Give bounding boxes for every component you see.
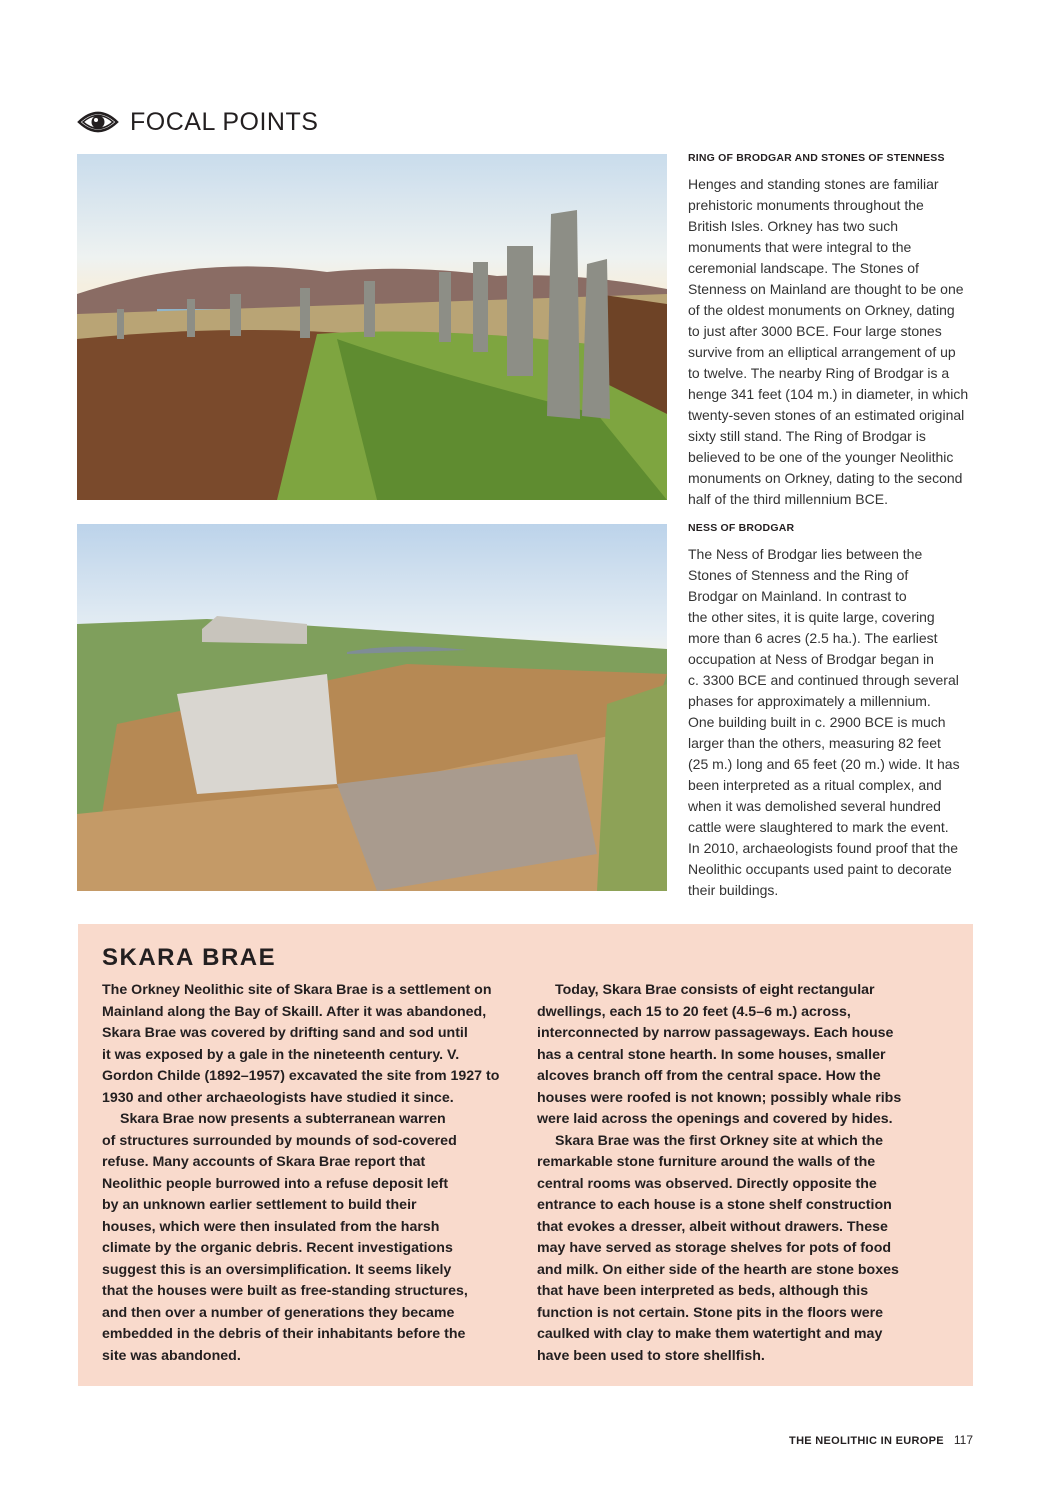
text-line: of structures surrounded by mounds of sod-covered bbox=[102, 1132, 457, 1149]
text-line: c. 3300 BCE and continued through several bbox=[688, 672, 959, 688]
text-line: of the oldest monuments on Orkney, dating bbox=[688, 302, 955, 318]
section-heading: NESS OF BRODGAR bbox=[688, 522, 795, 534]
text-line: Today, Skara Brae consists of eight rectangular bbox=[555, 982, 875, 998]
text-line: cattle were slaughtered to mark the event. bbox=[688, 819, 949, 835]
text-line: the other sites, it is quite large, covering bbox=[688, 609, 935, 625]
text-line: function is not certain. Stone pits in the floors were bbox=[537, 1304, 884, 1321]
text-line: half of the third millennium BCE. bbox=[688, 491, 888, 507]
text-line: that evokes a dresser, albeit without drawers. These bbox=[537, 1218, 888, 1235]
text-line: climate by the organic debris. Recent investigations bbox=[102, 1240, 453, 1256]
text-line: Neolithic occupants used paint to decorate bbox=[688, 861, 952, 877]
text-line: central rooms was observed. Directly opposite the bbox=[537, 1175, 877, 1192]
section-title: FOCAL POINTS bbox=[130, 108, 319, 136]
text-line: and milk. On either side of the hearth are stone boxes bbox=[537, 1261, 899, 1278]
text-line: occupation at Ness of Brodgar began in bbox=[688, 651, 934, 667]
text-line: embedded in the debris of their inhabitants before the bbox=[102, 1326, 466, 1342]
text-line: that have been interpreted as beds, although this bbox=[537, 1283, 869, 1299]
section-body bbox=[688, 174, 980, 510]
text-line: caulked with clay to make them watertight and may bbox=[537, 1326, 883, 1342]
text-line: prehistoric monuments throughout the bbox=[688, 197, 924, 213]
text-line: Stenness on Mainland are thought to be one bbox=[688, 281, 964, 297]
text-line: One building built in c. 2900 BCE is much bbox=[688, 714, 946, 730]
ness-of-brodgar-photo bbox=[77, 524, 667, 891]
text-line: twenty-seven stones of an estimated original bbox=[688, 407, 965, 423]
page-footer bbox=[789, 1433, 973, 1447]
text-line: Skara Brae was the first Orkney site at which the bbox=[555, 1132, 884, 1149]
text-line: believed to be one of the younger Neolithic bbox=[688, 449, 954, 465]
text-line: been interpreted as a ritual complex, and bbox=[688, 777, 942, 793]
section-body bbox=[688, 544, 980, 901]
sidebar-column-left bbox=[102, 980, 522, 1367]
text-line: may have served as storage shelves for pots of food bbox=[537, 1240, 892, 1256]
text-line: The Ness of Brodgar lies between the bbox=[688, 546, 923, 562]
section-heading: RING OF BRODGAR AND STONES OF STENNESS bbox=[688, 152, 945, 164]
text-line: Mainland along the Bay of Skaill. After it was abandoned, bbox=[102, 1003, 487, 1020]
text-line: phases for approximately a millennium. bbox=[688, 693, 931, 709]
text-line: larger than the others, measuring 82 feet bbox=[688, 735, 941, 751]
text-line: ceremonial landscape. The Stones of bbox=[688, 260, 919, 276]
sidebar-title: SKARA BRAE bbox=[102, 944, 277, 971]
ring-of-brodgar-photo bbox=[77, 154, 667, 500]
text-line: and then over a number of generations they became bbox=[102, 1304, 455, 1321]
text-line: (25 m.) long and 65 feet (20 m.) wide. It has bbox=[688, 756, 960, 772]
text-line: Henges and standing stones are familiar bbox=[688, 176, 939, 192]
text-line: more than 6 acres (2.5 ha.). The earliest bbox=[688, 630, 938, 646]
text-line: Brodgar on Mainland. In contrast to bbox=[688, 588, 907, 604]
text-line: alcoves branch off from the central space. How the bbox=[537, 1068, 881, 1084]
page-number: 117 bbox=[953, 1433, 973, 1447]
text-line: that the houses were built as free-standing structures, bbox=[102, 1283, 468, 1299]
text-line: has a central stone hearth. In some houses, smaller bbox=[537, 1046, 886, 1063]
text-line: 1930 and other archaeologists have studied it since. bbox=[102, 1089, 454, 1106]
text-line: henge 341 feet (104 m.) in diameter, in which bbox=[688, 386, 969, 402]
text-line: have been used to store shellfish. bbox=[537, 1347, 765, 1364]
text-line: interconnected by narrow passageways. Each house bbox=[537, 1025, 894, 1041]
text-line: houses, which were then insulated from the harsh bbox=[102, 1218, 440, 1235]
text-line: British Isles. Orkney has two such bbox=[688, 218, 899, 234]
text-line: Skara Brae was covered by drifting sand and sod until bbox=[102, 1025, 468, 1041]
text-line: Skara Brae now presents a subterranean warren bbox=[120, 1111, 446, 1127]
text-line: to twelve. The nearby Ring of Brodgar is a bbox=[688, 365, 950, 381]
ring-of-brodgar-section bbox=[688, 151, 980, 510]
text-line: it was exposed by a gale in the nineteenth century. V. bbox=[102, 1046, 460, 1063]
text-line: by an unknown earlier settlement to build their bbox=[102, 1197, 417, 1213]
text-line: Gordon Childe (1892–1957) excavated the site from 1927 to bbox=[102, 1068, 500, 1084]
text-line: when it was demolished several hundred bbox=[688, 798, 941, 814]
text-line: The Orkney Neolithic site of Skara Brae is a settlement on bbox=[102, 982, 492, 998]
text-line: houses were roofed is not known; possibly whale ribs bbox=[537, 1089, 902, 1106]
running-head: THE NEOLITHIC IN EUROPE bbox=[789, 1435, 944, 1447]
text-line: monuments on Orkney, dating to the second bbox=[688, 470, 963, 486]
text-line: monuments that were integral to the bbox=[688, 239, 912, 255]
text-line: site was abandoned. bbox=[102, 1347, 241, 1364]
text-line: Neolithic people burrowed into a refuse deposit left bbox=[102, 1175, 449, 1192]
text-line: Stones of Stenness and the Ring of bbox=[688, 567, 909, 583]
text-line: to just after 3000 BCE. Four large stones bbox=[688, 323, 942, 339]
text-line: remarkable stone furniture around the walls of the bbox=[537, 1154, 876, 1170]
text-line: suggest this is an oversimplification. It seems likely bbox=[102, 1261, 452, 1278]
text-line: sixty still stand. The Ring of Brodgar is bbox=[688, 428, 926, 444]
ness-of-brodgar-section bbox=[688, 521, 980, 901]
text-line: were laid across the openings and covered by hides. bbox=[537, 1111, 893, 1127]
text-line: In 2010, archaeologists found proof that the bbox=[688, 840, 959, 856]
text-line: their buildings. bbox=[688, 882, 779, 898]
sidebar-column-right bbox=[537, 980, 957, 1367]
text-line: entrance to each house is a stone shelf construction bbox=[537, 1197, 892, 1213]
text-line: refuse. Many accounts of Skara Brae report that bbox=[102, 1154, 426, 1170]
eye-icon bbox=[77, 108, 119, 136]
skara-brae-sidebar bbox=[78, 924, 973, 1386]
text-line: dwellings, each 15 to 20 feet (4.5–6 m.) across, bbox=[537, 1003, 851, 1020]
text-line: survive from an elliptical arrangement of up bbox=[688, 344, 956, 360]
